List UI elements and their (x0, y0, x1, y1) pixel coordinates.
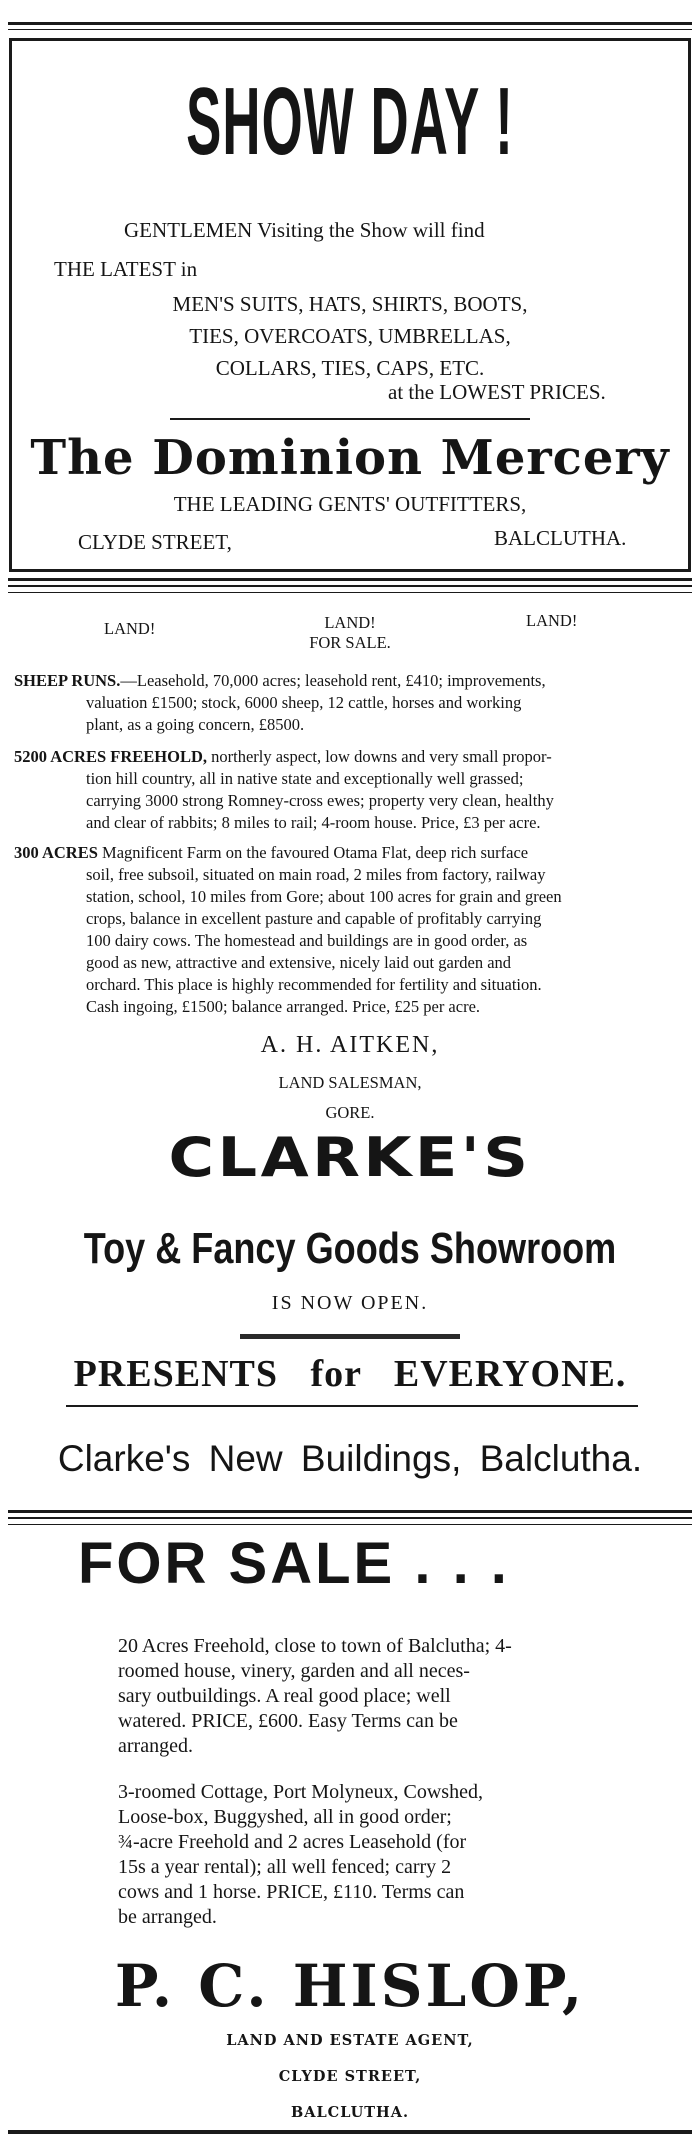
for-sale-heading: FOR SALE . . . (78, 1531, 510, 1596)
section-rule-3 (8, 592, 692, 593)
presents-line: PRESENTS for EVERYONE. (73, 1353, 627, 1395)
clarke-showroom: Toy & Fancy Goods Showroom (83, 1224, 617, 1273)
for-sale-listing-2: 3-roomed Cottage, Port Molyneux, Cowshed, Loose-box, Buggyshed, all in good order; ¾-acre Freehold and 2 acres Leasehold (for 15s a year rental); all well fenced; carry 2 cows and 1 horse. PRICE, £110. Terms can be arranged. (118, 1781, 483, 1928)
firm-town: BALCLUTHA. (494, 526, 627, 550)
land-heading-right: LAND! (526, 611, 578, 630)
clarke-name: CLARKE'S (168, 1126, 532, 1189)
section-rule-b (8, 1510, 692, 1513)
for-sale-listing-1: 20 Acres Freehold, close to town of Balclutha; 4- roomed house, vinery, garden and all neces- sary outbuildings. A real good place; well watered. PRICE, £600. Easy Terms can be arranged. (118, 1635, 512, 1757)
land-agent-name: A. H. AITKEN, (260, 1032, 440, 1058)
top-rule (8, 22, 692, 25)
listing-5200-acres: 5200 ACRES FREEHOLD, northerly aspect, low downs and very small propor- tion hill country, all in native state and exceptionally well grassed; carrying 3000 strong Romney-cross ewes; property very clean, healthy and clear of rabbits; 8 miles to rail; 4-room house. Price, £3 per acre. (14, 747, 554, 832)
show-day-divider (170, 418, 530, 420)
show-day-headline: SHOW DAY ! (186, 68, 514, 175)
section-rule (8, 578, 692, 581)
land-agent-title: LAND SALESMAN, (278, 1073, 422, 1092)
listing-300-acres: 300 ACRES Magnificent Farm on the favoured Otama Flat, deep rich surface soil, free subsoil, situated on main road, 2 miles from factory, railway station, school, 10 miles from Gore; about 100 acres for grain and green crops, balance in excellent pasture and capable of profitably carrying 100 dairy cows. The homestead and buildings are in good order, as good as new, attractive and extensive, nicely laid out garden and orchard. This place is highly recommended for fertility and situation. Cash ingoing, £1500; balance arranged. Price, £25 per acre. (14, 843, 562, 1016)
show-day-latest: THE LATEST in (54, 257, 198, 281)
estate-agent-title: LAND AND ESTATE AGENT, (226, 2032, 474, 2049)
section-rule-b2 (8, 1517, 692, 1519)
estate-agent-street: CLYDE STREET, (278, 2068, 422, 2085)
show-day-items-1: MEN'S SUITS, HATS, SHIRTS, BOOTS, (172, 292, 528, 316)
land-agent-town: GORE. (325, 1103, 375, 1122)
presents-underline (66, 1405, 638, 1407)
listing-lead: SHEEP RUNS. (14, 671, 121, 690)
land-heading-center: LAND! (324, 613, 376, 632)
listing-lead: 5200 ACRES FREEHOLD, (14, 747, 207, 766)
show-day-items-3: COLLARS, TIES, CAPS, ETC. (215, 356, 485, 380)
section-rule-b3 (8, 1524, 692, 1525)
show-day-intro: GENTLEMEN Visiting the Show will find (124, 218, 485, 242)
clarke-open: IS NOW OPEN. (271, 1292, 429, 1314)
firm-street: CLYDE STREET, (78, 530, 232, 554)
clarke-buildings: Clarke's New Buildings, Balclutha. (57, 1438, 643, 1479)
firm-name: The Dominion Mercery (30, 430, 670, 486)
top-rule-2 (8, 29, 692, 30)
estate-agent-name: P. C. HISLOP, (114, 1952, 586, 2020)
land-for-sale: FOR SALE. (309, 633, 391, 652)
listing-lead: 300 ACRES (14, 843, 98, 862)
section-rule-2 (8, 585, 692, 587)
listing-sheep-runs: SHEEP RUNS.—Leasehold, 70,000 acres; leasehold rent, £410; improvements, valuation £1500; stock, 6000 sheep, 12 cattle, horses and working plant, as a going concern, £8500. (14, 671, 546, 734)
bottom-rule (8, 2130, 692, 2134)
show-day-prices: at the LOWEST PRICES. (388, 380, 606, 404)
land-heading-left: LAND! (104, 619, 156, 638)
clarke-divider (240, 1334, 460, 1339)
show-day-items-2: TIES, OVERCOATS, UMBRELLAS, (189, 324, 511, 348)
estate-agent-town: BALCLUTHA. (290, 2104, 410, 2121)
firm-tagline: THE LEADING GENTS' OUTFITTERS, (173, 492, 527, 516)
